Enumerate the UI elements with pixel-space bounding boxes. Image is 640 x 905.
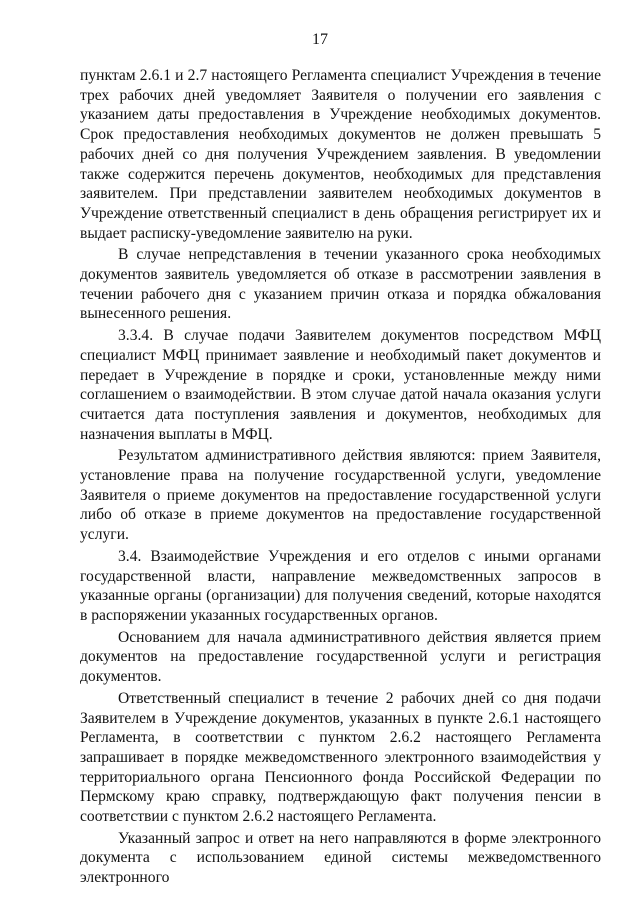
paragraph-6: Основанием для начала административного действия является прием документов на предоставление государственной услуги и регистрация документов. (80, 628, 601, 686)
paragraph-3: 3.3.4. В случае подачи Заявителем документов посредством МФЦ специалист МФЦ принимает заявление и необходимый пакет документов и передает в Учреждение в порядке и сроки, установленные между ними соглашением о взаимодействии. В этом случае датой начала оказания услуги считается дата поступления заявления и документов, необходимых для назначения выплаты в МФЦ. (80, 327, 601, 443)
paragraph-7: Ответственный специалист в течение 2 рабочих дней со дня подачи Заявителем в Учреждение документов, указанных в пункте 2.6.1 настоящего Регламента, в соответствии с пунктом 2.6.2 настоящего Регламента запрашивает в порядке межведомственного электронного взаимодействия у территориального органа Пенсионного фонда Российской Федерации по Пермскому краю справку, подтверждающую факт получения пенсии в соответствии с пунктом 2.6.2 настоящего Регламента. (80, 689, 601, 826)
page-number: 17 (312, 31, 328, 48)
paragraph-2: В случае непредставления в течении указанного срока необходимых документов заявитель уведомляется об отказе в рассмотрении заявления в течении рабочего дня с указанием причин отказа и порядка обжалования вынесенного решения. (80, 246, 601, 323)
paragraph-5: 3.4. Взаимодействие Учреждения и его отделов с иными органами государственной власти, направление межведомственных запросов в указанные органы (организации) для получения сведений, которые находятся в распоряжении указанных государственных органов. (80, 547, 601, 624)
paragraph-4: Результатом административного действия являются: прием Заявителя, установление права на получение государственной услуги, уведомление Заявителя о приеме документов на предоставление государственной услуги либо об отказе в приеме документов на предоставление государственной услуги. (80, 447, 601, 544)
document-body (80, 66, 601, 890)
paragraph-1: пунктам 2.6.1 и 2.7 настоящего Регламента специалист Учреждения в течение трех рабочих дней уведомляет Заявителя о получении его заявления с указанием даты предоставления в Учреждение необходимых документов. Срок предоставления необходимых документов не должен превышать 5 рабочих дней со дня получения Учреждением заявления. В уведомлении также содержится перечень документов, необходимых для представления заявителем. При представлении заявителем необходимых документов в Учреждение ответственный специалист в день обращения регистрирует их и выдает расписку-уведомление заявителю на руки. (80, 67, 601, 242)
paragraph-8: Указанный запрос и ответ на него направляются в форме электронного документа с использованием единой системы межведомственного электронного (80, 829, 601, 887)
